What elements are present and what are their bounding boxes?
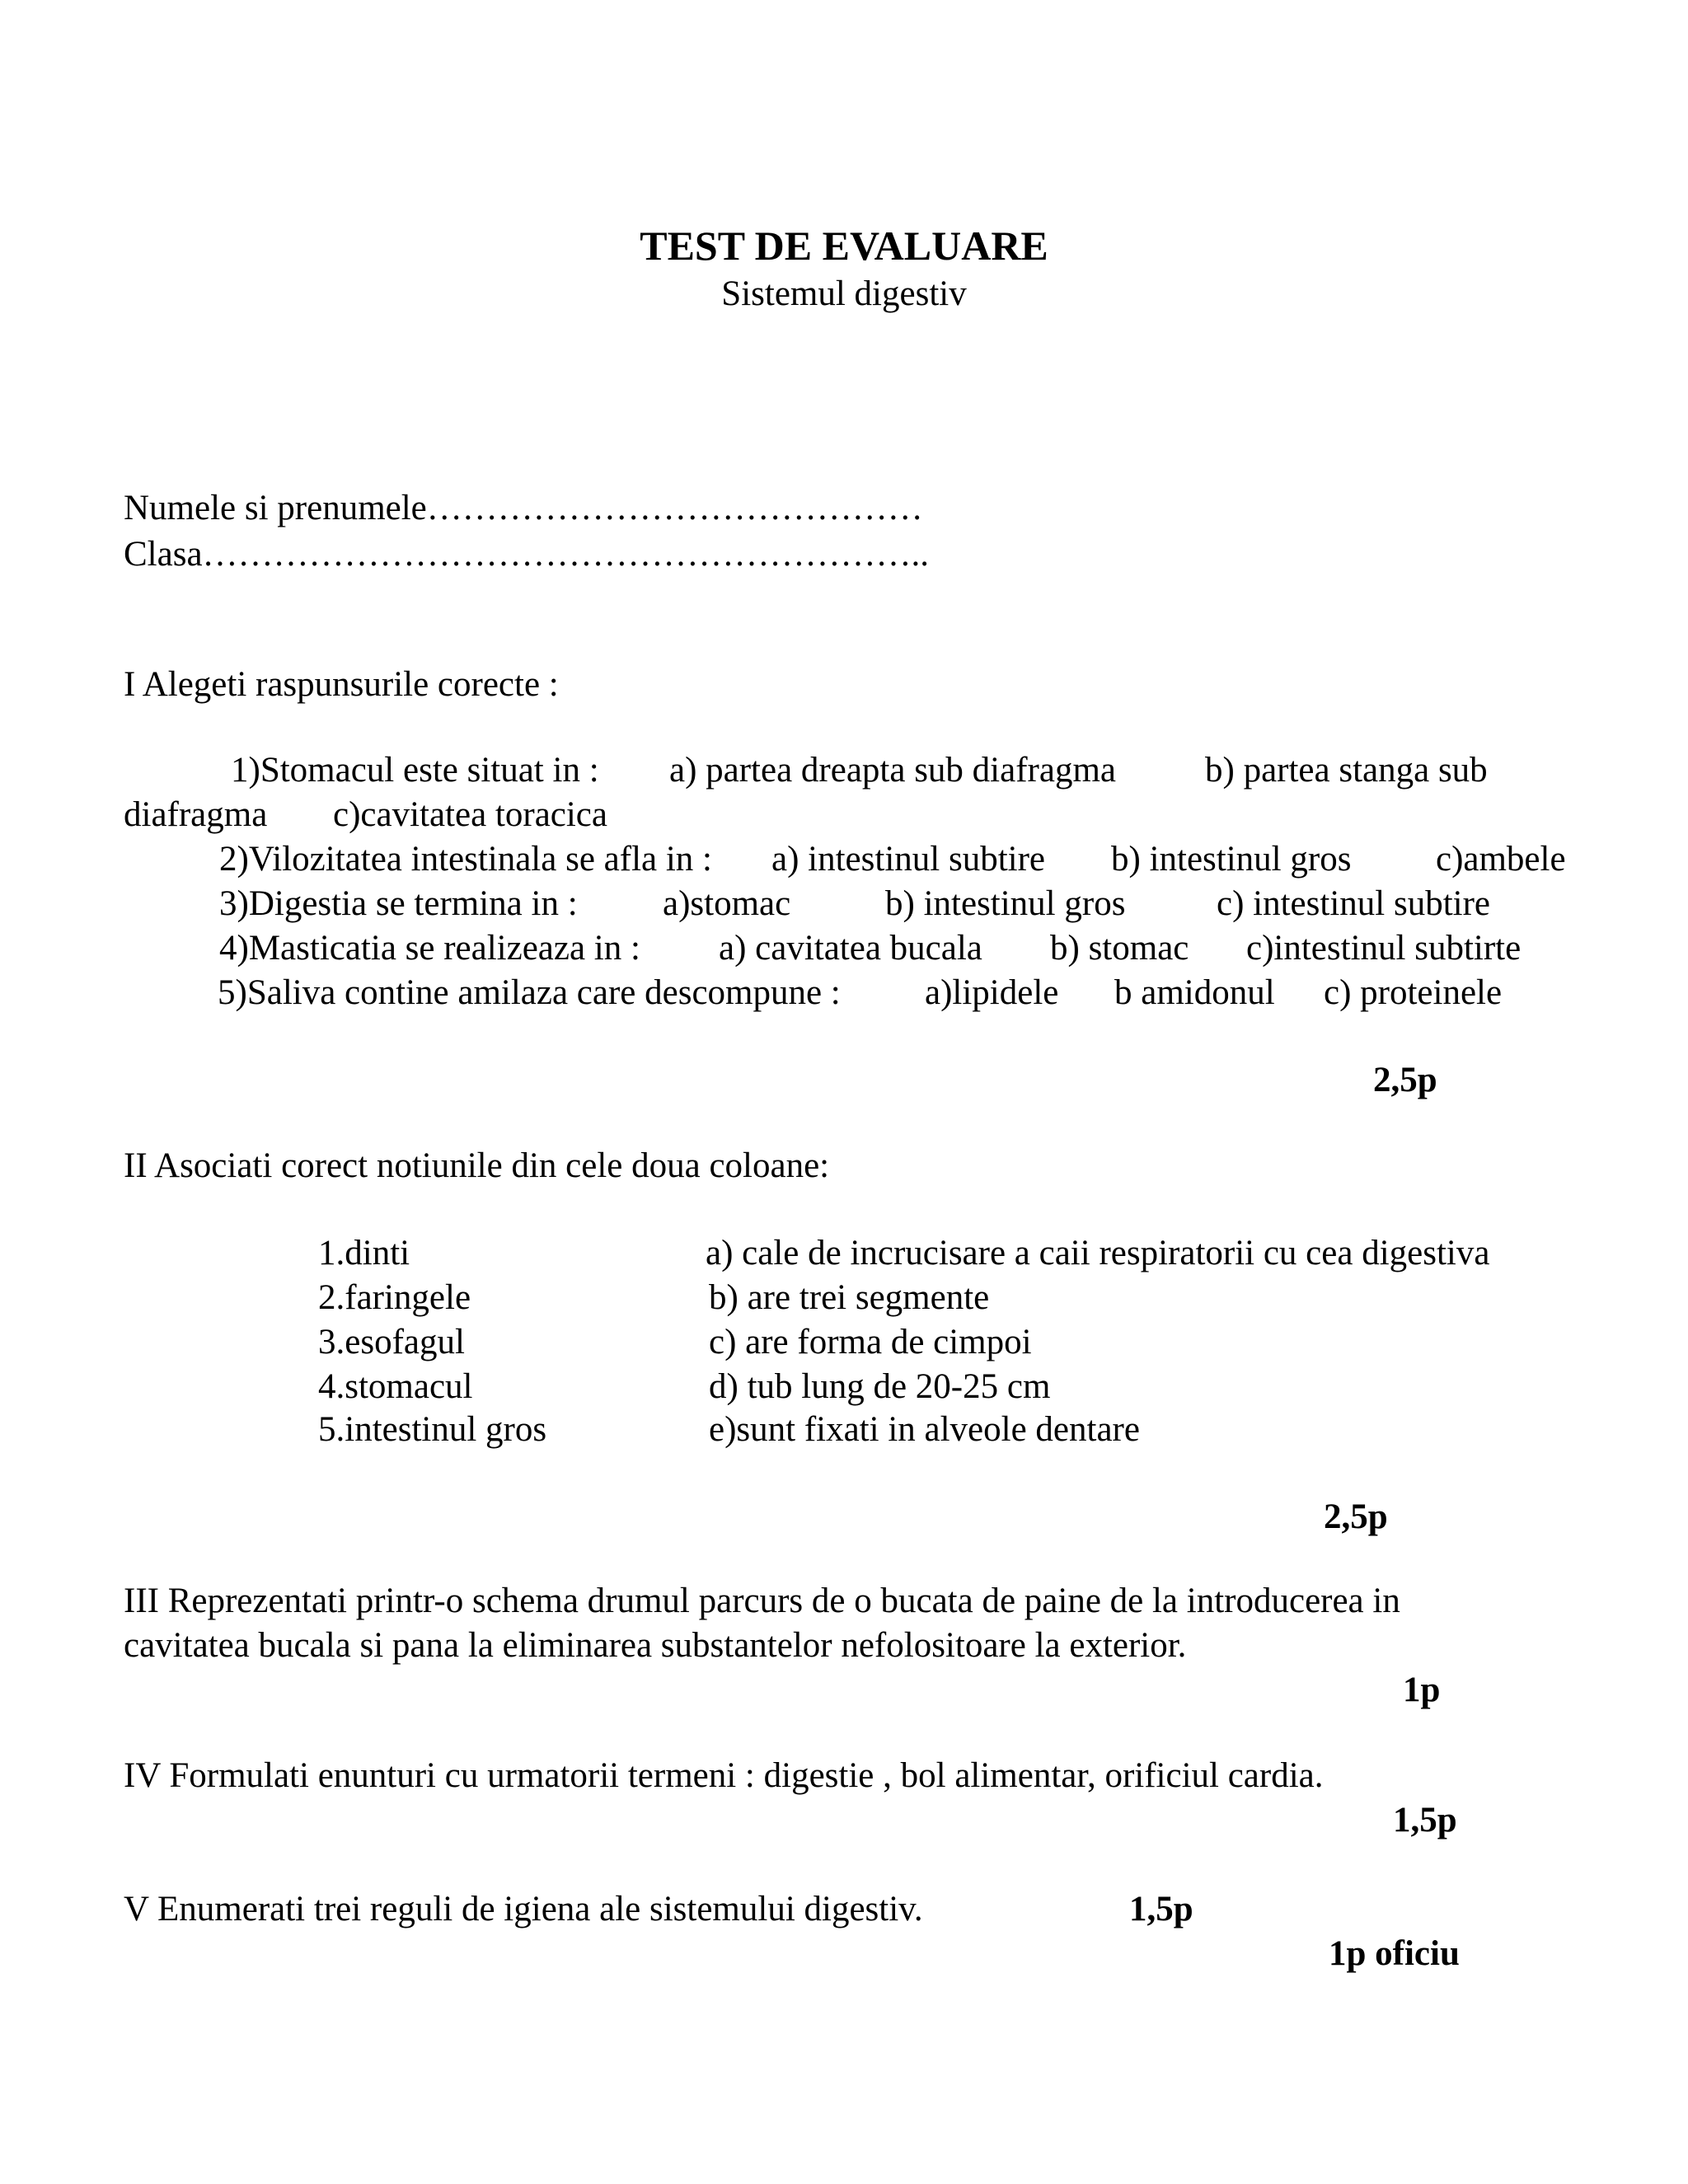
student-name-line: Numele si prenumele…………………………………… xyxy=(124,489,923,527)
match-left-item: 3.esofagul xyxy=(318,1323,465,1361)
section2-heading: II Asociati corect notiunile din cele doua coloane: xyxy=(124,1146,830,1185)
section4-line1: IV Formulati enunturi cu urmatorii termeni : digestie , bol alimentar, orificiul cardia. xyxy=(124,1756,1324,1795)
q4-option-c: c)intestinul subtirte xyxy=(1246,929,1522,968)
q1-stem: 1)Stomacul este situat in : xyxy=(231,751,599,790)
student-class-line: Clasa…………………………………………………….. xyxy=(124,535,930,574)
q4-option-a: a) cavitatea bucala xyxy=(719,929,982,968)
q1-option-c: c)cavitatea toracica xyxy=(333,795,607,834)
match-left-item: 4.stomacul xyxy=(318,1367,473,1406)
section2-points: 2,5p xyxy=(1324,1497,1388,1536)
q5-stem: 5)Saliva contine amilaza care descompune : xyxy=(218,973,841,1012)
q5-option-b: b amidonul xyxy=(1114,973,1275,1012)
q3-stem: 3)Digestia se termina in : xyxy=(219,884,578,923)
q1-option-b: b) partea stanga sub xyxy=(1205,751,1488,790)
q2-option-c: c)ambele xyxy=(1436,840,1566,879)
match-right-item: a) cale de incrucisare a caii respiratorii cu cea digestiva xyxy=(706,1234,1490,1272)
match-right-item: c) are forma de cimpoi xyxy=(709,1323,1032,1361)
match-left-item: 1.dinti xyxy=(318,1234,410,1272)
section5-line1: V Enumerati trei reguli de igiena ale sistemului digestiv. xyxy=(124,1890,923,1929)
section1-points: 2,5p xyxy=(1373,1061,1437,1099)
q1-option-b-cont: diafragma xyxy=(124,795,268,834)
match-right-item: b) are trei segmente xyxy=(709,1278,990,1317)
match-right-item: d) tub lung de 20-25 cm xyxy=(709,1367,1051,1406)
match-right-item: e)sunt fixati in alveole dentare xyxy=(709,1410,1140,1449)
q4-option-b: b) stomac xyxy=(1050,929,1189,968)
section1-heading: I Alegeti raspunsurile corecte : xyxy=(124,665,559,704)
q5-option-c: c) proteinele xyxy=(1324,973,1503,1012)
section3-line1: III Reprezentati printr-o schema drumul parcurs de o bucata de paine de la introducerea in xyxy=(124,1582,1400,1620)
q3-option-a: a)stomac xyxy=(663,884,791,923)
section4-points: 1,5p xyxy=(1393,1801,1457,1840)
q5-option-a: a)lipidele xyxy=(925,973,1059,1012)
section5-points: 1,5p xyxy=(1129,1890,1193,1929)
q3-option-c: c) intestinul subtire xyxy=(1217,884,1490,923)
match-left-item: 2.faringele xyxy=(318,1278,471,1317)
q2-stem: 2)Vilozitatea intestinala se afla in : xyxy=(219,840,712,879)
q2-option-a: a) intestinul subtire xyxy=(771,840,1045,879)
q4-stem: 4)Masticatia se realizeaza in : xyxy=(219,929,640,968)
page-subtitle: Sistemul digestiv xyxy=(721,274,967,313)
q2-option-b: b) intestinul gros xyxy=(1111,840,1352,879)
section3-points: 1p xyxy=(1403,1671,1441,1709)
page-title: TEST DE EVALUARE xyxy=(640,223,1048,269)
section3-line2: cavitatea bucala si pana la eliminarea substantelor nefolositoare la exterior. xyxy=(124,1626,1187,1665)
oficiu-points: 1p oficiu xyxy=(1329,1934,1460,1973)
match-left-item: 5.intestinul gros xyxy=(318,1410,547,1449)
q1-option-a: a) partea dreapta sub diafragma xyxy=(669,751,1116,790)
q3-option-b: b) intestinul gros xyxy=(885,884,1126,923)
